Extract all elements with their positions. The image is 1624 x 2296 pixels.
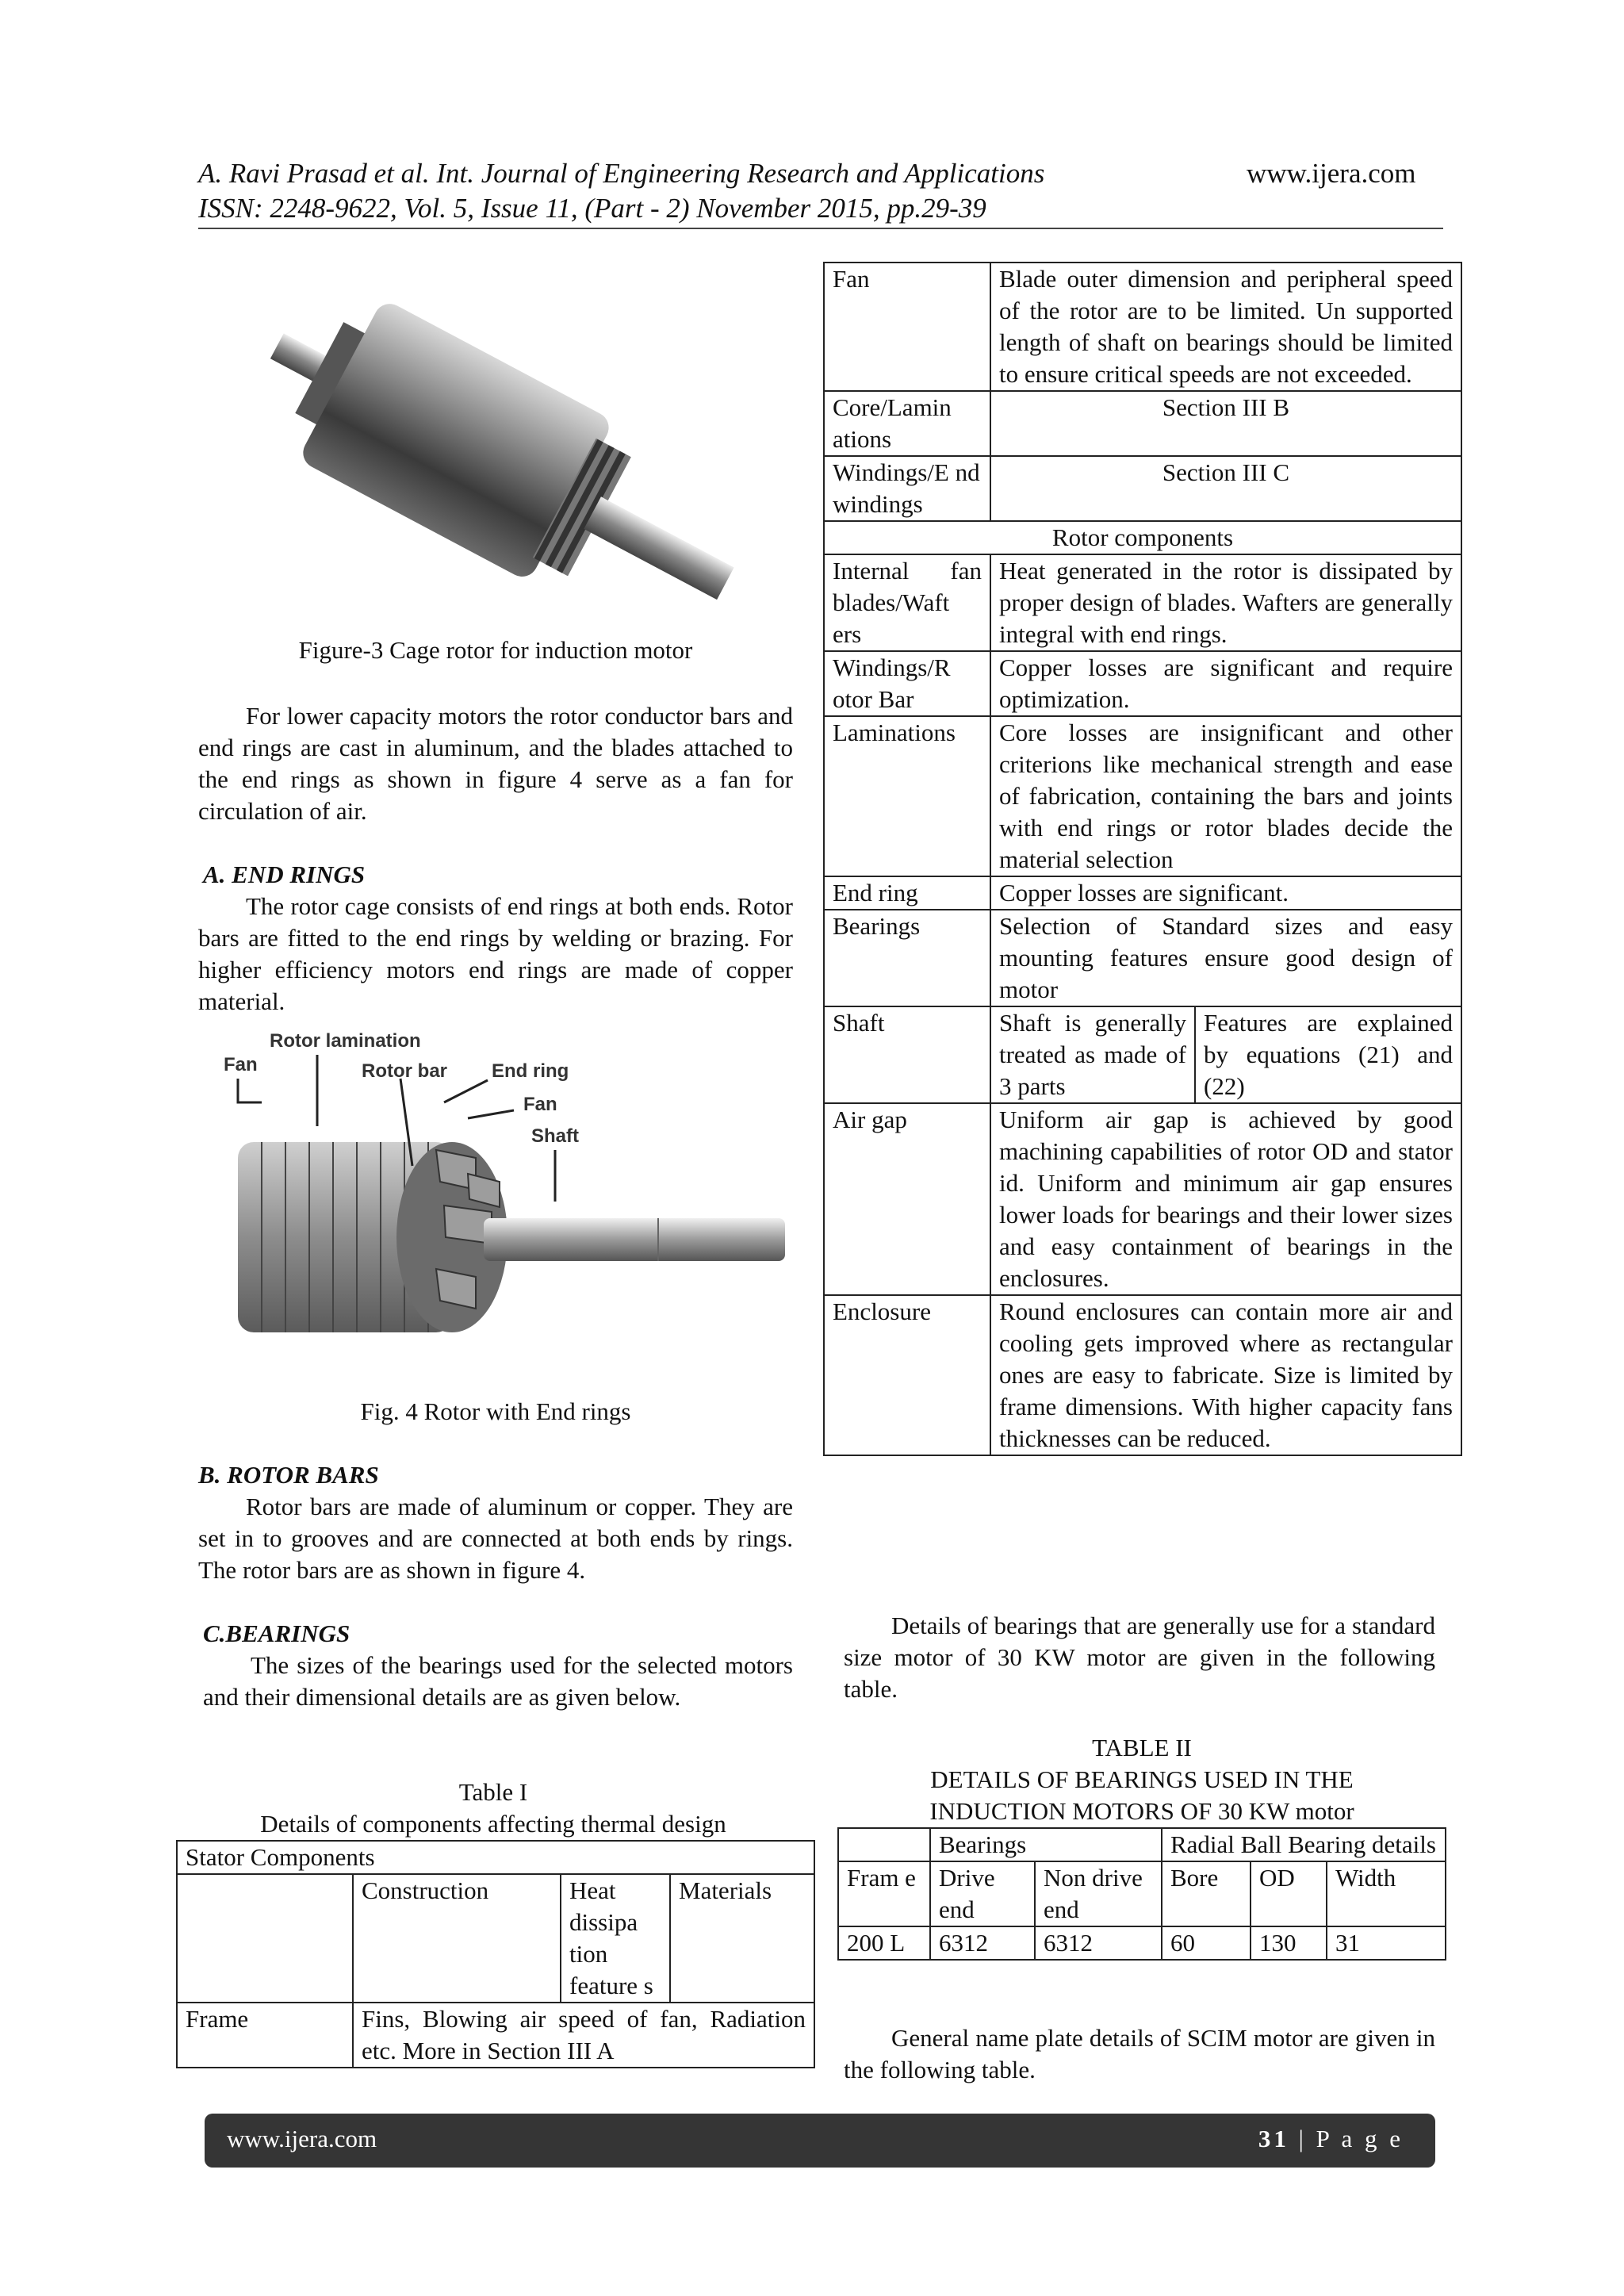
figure-4-caption: Fig. 4 Rotor with End rings (360, 1397, 631, 1425)
table1-stator-components: Stator Components (177, 1841, 814, 1874)
table2-col-width: Width (1327, 1861, 1446, 1926)
table2-cell-drive-end: 6312 (930, 1926, 1035, 1960)
table1-windings: Windings/E nd windings (824, 456, 990, 521)
table2-cell-non-drive-end: 6312 (1035, 1926, 1162, 1960)
fig4-label-fan-right: Fan (523, 1094, 557, 1115)
fig4-label-fan-left: Fan (224, 1054, 258, 1075)
table2-cell-bore: 60 (1162, 1926, 1251, 1960)
table1-bearings: Bearings (824, 910, 990, 1006)
table1-windings-text: Section III C (990, 456, 1461, 521)
table1-enclosure-text: Round enclosures can contain more air and cooling gets improved where as rectangular ones are easy to fabricate. Size is limited by frame dimensions. With higher capacity fans thicknesses can be reduced. (990, 1295, 1461, 1455)
table1-windings-rotor: Windings/R otor Bar (824, 651, 990, 716)
table2-col-non-drive-end: Non drive end (1035, 1861, 1162, 1926)
paragraph-bearings: The sizes of the bearings used for the selected motors and their dimensional details are as given below. (203, 1651, 793, 1711)
table1-fan: Fan (824, 263, 990, 391)
table1-part2 (823, 262, 1462, 1456)
footer-page-label: | P a g e (1289, 2125, 1404, 2152)
table1-title: Table I (458, 1778, 528, 1806)
table2-col-frame: Fram e (838, 1861, 930, 1926)
table1-end-ring: End ring (824, 876, 990, 910)
section-heading-end-rings: A. END RINGS (203, 861, 366, 888)
table2-subtitle-2: INDUCTION MOTORS OF 30 KW motor (929, 1797, 1354, 1825)
fig4-label-rotor-bar: Rotor bar (362, 1060, 447, 1082)
table2-cell-frame: 200 L (838, 1926, 930, 1960)
table2-subtitle-1: DETAILS OF BEARINGS USED IN THE (930, 1765, 1354, 1793)
figure-3-caption: Figure-3 Cage rotor for induction motor (298, 636, 693, 664)
paragraph-end-rings: The rotor cage consists of end rings at both ends. Rotor bars are fitted to the end rings by welding or brazing. For higher efficiency motors end rings are made of copper material. (198, 892, 793, 1015)
table2-col-od: OD (1251, 1861, 1327, 1926)
table1-col-construction: Construction (353, 1874, 561, 2003)
table1-empty-cell (177, 1874, 353, 2003)
footer-bar (205, 2114, 1435, 2168)
header-website: www.ijera.com (1247, 158, 1416, 189)
table2-title: TABLE II (1092, 1734, 1192, 1761)
footer-page-info (1258, 2125, 1404, 2153)
paragraph-rotor-bars: Rotor bars are made of aluminum or copper. They are set in to grooves and are connected at both ends by rings. The rotor bars are as shown in figure 4. (198, 1493, 793, 1584)
section-heading-rotor-bars: B. ROTOR BARS (198, 1461, 379, 1489)
table1-end-ring-text: Copper losses are significant. (990, 876, 1461, 910)
table1-rotor-components: Rotor components (824, 521, 1461, 554)
header-issn: ISSN: 2248-9622, Vol. 5, Issue 11, (Part - 2) November 2015, pp.29-39 (198, 193, 986, 224)
header-rule (198, 228, 1443, 229)
table1-frame-text: Fins, Blowing air speed of fan, Radiation etc. More in Section III A (353, 2003, 814, 2068)
section-heading-bearings: C.BEARINGS (203, 1619, 350, 1647)
table2-empty-cell (838, 1828, 930, 1861)
table1-shaft-text-a: Shaft is generally treated as made of 3 parts (990, 1006, 1195, 1103)
table2-bearings (837, 1827, 1446, 1961)
table1-air-gap-text: Uniform air gap is achieved by good machining capabilities of rotor OD and stator id. Uniform and minimum air gap ensures lower loads for bearings and their lower sizes and easy containment of bearings in the enclosures. (990, 1103, 1461, 1295)
table1-col-heat: Heat dissipa tion feature s (561, 1874, 670, 2003)
table-row (838, 1926, 1446, 1960)
table1-enclosure: Enclosure (824, 1295, 990, 1455)
table1-shaft: Shaft (824, 1006, 990, 1103)
table1-shaft-text-b: Features are explained by equations (21) and (22) (1195, 1006, 1461, 1103)
table1-bearings-text: Selection of Standard sizes and easy mounting features ensure good design of motor (990, 910, 1461, 1006)
fig4-label-end-ring: End ring (492, 1060, 569, 1082)
paragraph-rotor-conductor: For lower capacity motors the rotor conductor bars and end rings are cast in aluminum, and the blades attached to the end rings as shown in figure 4 serve as a fan for circulation of air. (198, 702, 793, 825)
table1-windings-rotor-text: Copper losses are significant and require optimization. (990, 651, 1461, 716)
fig4-label-shaft: Shaft (531, 1125, 579, 1147)
fig4-label-rotor-lamination: Rotor lamination (270, 1031, 421, 1052)
table1-core-text: Section III B (990, 391, 1461, 456)
table2-col-drive-end: Drive end (930, 1861, 1035, 1926)
table1-laminations: Laminations (824, 716, 990, 876)
table2-col-bore: Bore (1162, 1861, 1251, 1926)
table1-frame: Frame (177, 2003, 353, 2068)
table1-core: Core/Lamin ations (824, 391, 990, 456)
paragraph-nameplate: General name plate details of SCIM motor are given in the following table. (844, 2024, 1435, 2083)
table1-air-gap: Air gap (824, 1103, 990, 1295)
footer-page-number: 31 (1258, 2125, 1289, 2152)
table1-internal-fan: Internal fan blades/Waft ers (824, 554, 990, 651)
header-journal-line: A. Ravi Prasad et al. Int. Journal of Engineering Research and Applications (198, 158, 1045, 189)
table2-cell-od: 130 (1251, 1926, 1327, 1960)
figure-4-rotor-end-rings-image (214, 1031, 801, 1364)
table1-laminations-text: Core losses are insignificant and other criterions like mechanical strength and ease of fabrication, containing the bars and joints with end rings or rotor blades decide the material selection (990, 716, 1461, 876)
figure-3-cage-rotor-image (230, 301, 769, 634)
table1-part1 (176, 1840, 815, 2068)
paragraph-bearing-details: Details of bearings that are generally use for a standard size motor of 30 KW motor are given in the following table. (844, 1612, 1435, 1703)
table1-fan-text: Blade outer dimension and peripheral speed of the rotor are to be limited. Un supported length of shaft on bearings should be limited to ensure critical speeds are not exceeded. (990, 263, 1461, 391)
table2-radial-header: Radial Ball Bearing details (1162, 1828, 1446, 1861)
table1-subtitle: Details of components affecting thermal design (260, 1810, 726, 1838)
table1-internal-fan-text: Heat generated in the rotor is dissipated by proper design of blades. Wafters are generally integral with end rings. (990, 554, 1461, 651)
table2-cell-width: 31 (1327, 1926, 1446, 1960)
table2-bearings-header: Bearings (930, 1828, 1162, 1861)
table1-col-materials: Materials (670, 1874, 814, 2003)
footer-website: www.ijera.com (227, 2125, 377, 2152)
